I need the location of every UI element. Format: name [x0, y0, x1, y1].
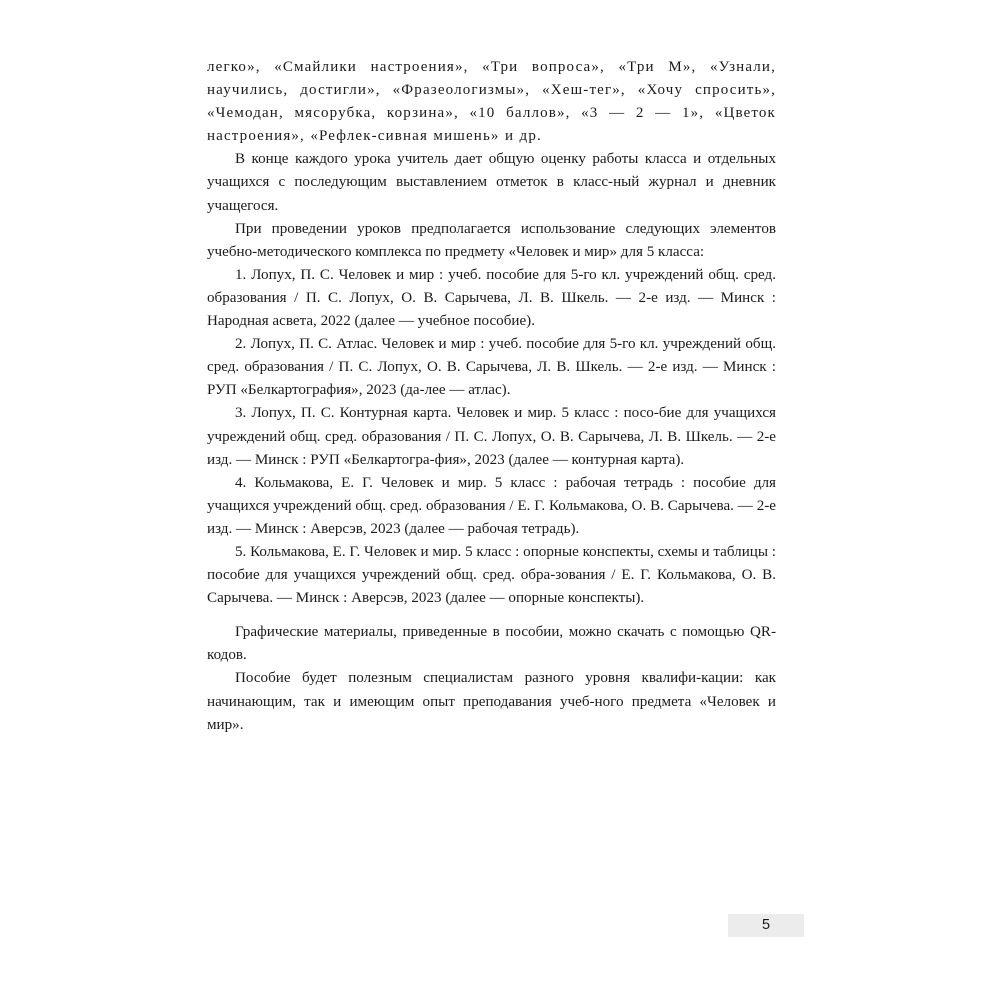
- paragraph-reflection-techniques: легко», «Смайлики настроения», «Три вопроса», «Три М», «Узнали, научились, достигли», «Фразеологизмы», «Хеш-тег», «Хочу спросить», «Чемодан, мясорубка, корзина», «10 баллов», «3 — 2 — 1», «Цветок настроения», «Рефлек-сивная мишень» и др.: [207, 59, 776, 145]
- bibliography-item: [207, 472, 776, 541]
- bibliography-item-text: 1. Лопух, П. С. Человек и мир : учеб. пособие для 5-го кл. учреждений общ. сред. образования / П. С. Лопух, О. В. Сарычева, Л. В. Шкель. — 2-е изд. — Минск : Народная асвета, 2022 (далее — учебное пособие).: [207, 266, 776, 330]
- bibliography-item: [207, 264, 776, 333]
- paragraph-intro-materials-list: При проведении уроков предполагается использование следующих элементов учебно-методического комплекса по предмету «Человек и мир» для 5 класса:: [207, 220, 776, 260]
- page-number: 5: [761, 917, 771, 934]
- paragraph-target-audience: Пособие будет полезным специалистам разного уровня квалифи-кации: как начинающим, так и имеющим опыт преподавания учеб-ного предмета «Человек и мир».: [207, 670, 776, 733]
- bibliography-item-text: 5. Кольмакова, Е. Г. Человек и мир. 5 класс : опорные конспекты, схемы и таблицы : пособие для учащихся учреждений общ. сред. обра-зования / Е. Г. Кольмакова, О. В. Сарычева. — Минск : Аверсэв, 2023 (далее — опорные конспекты).: [207, 543, 776, 607]
- bibliography-item-text: 4. Кольмакова, Е. Г. Человек и мир. 5 класс : рабочая тетрадь : пособие для учащихся учреждений общ. сред. образования / Е. Г. Кольмакова, О. В. Сарычева. — 2-е изд. — Минск : Аверсэв, 2023 (далее — рабочая тетрадь).: [207, 474, 776, 537]
- paragraph-lesson-assessment: В конце каждого урока учитель дает общую оценку работы класса и отдельных учащихся с последующим выставлением отметок в класс-ный журнал и дневник учащегося.: [207, 151, 776, 214]
- text-column: [207, 56, 776, 737]
- bibliography-item: [207, 333, 776, 402]
- bibliography-item: [207, 402, 776, 471]
- bibliography-item: [207, 541, 776, 610]
- bibliography-item-text: 3. Лопух, П. С. Контурная карта. Человек и мир. 5 класс : посо-бие для учащихся учреждений общ. сред. образования / П. С. Лопух, О. В. Сарычева, Л. В. Шкель. — 2-е изд. — Минск : РУП «Белкартогра-фия», 2023 (далее — контурная карта).: [207, 405, 776, 468]
- bibliography-item-text: 2. Лопух, П. С. Атлас. Человек и мир : учеб. пособие для 5-го кл. учреждений общ. сред. образования / П. С. Лопух, О. В. Сарычева, Л. В. Шкель. — 2-е изд. — Минск : РУП «Белкартография», 2023 (да-лее — атлас).: [207, 336, 776, 399]
- bibliography-list: [207, 264, 776, 610]
- paragraph-qr-codes: Графические материалы, приведенные в пособии, можно скачать с помощью QR-кодов.: [207, 624, 776, 664]
- page-number-box: [728, 914, 804, 937]
